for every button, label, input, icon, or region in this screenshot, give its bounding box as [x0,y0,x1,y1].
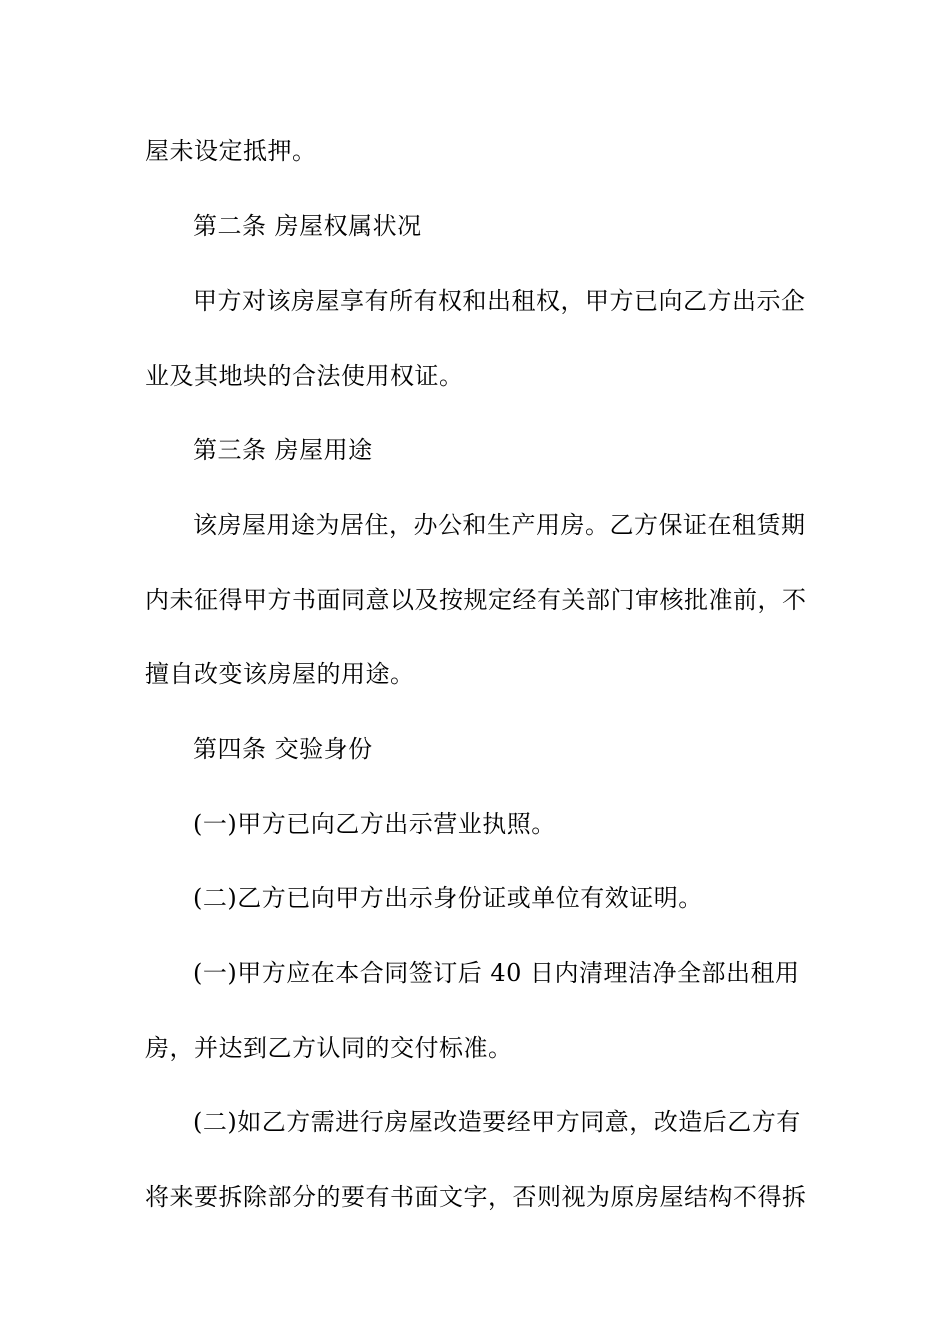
text-line-4: 业及其地块的合法使用权证。 [145,362,464,390]
text-line-8: 擅自改变该房屋的用途。 [145,660,415,688]
text-line-1: 屋未设定抵押。 [145,137,317,165]
section-heading-2: 第二条 房屋权属状况 [193,212,422,240]
text-line-11: (二)乙方已向甲方出示身份证或单位有效证明。 [193,884,703,912]
text-line-14: (二)如乙方需进行房屋改造要经甲方同意，改造后乙方有 [193,1108,801,1136]
text-line-12: (一)甲方应在本合同签订后 40 日内清理洁净全部出租用 [193,959,800,987]
text-line-7: 内未征得甲方书面同意以及按规定经有关部门审核批准前，不 [145,586,807,614]
text-line-13: 房，并达到乙方认同的交付标准。 [145,1034,513,1062]
section-heading-4: 第四条 交验身份 [193,735,373,763]
text-line-6: 该房屋用途为居住，办公和生产用房。乙方保证在租赁期 [193,511,806,539]
text-line-3: 甲方对该房屋享有所有权和出租权，甲方已向乙方出示企 [193,287,806,315]
text-line-15: 将来要拆除部分的要有书面文字，否则视为原房屋结构不得拆 [145,1183,807,1211]
section-heading-3: 第三条 房屋用途 [193,436,373,464]
text-line-10: (一)甲方已向乙方出示营业执照。 [193,810,556,838]
